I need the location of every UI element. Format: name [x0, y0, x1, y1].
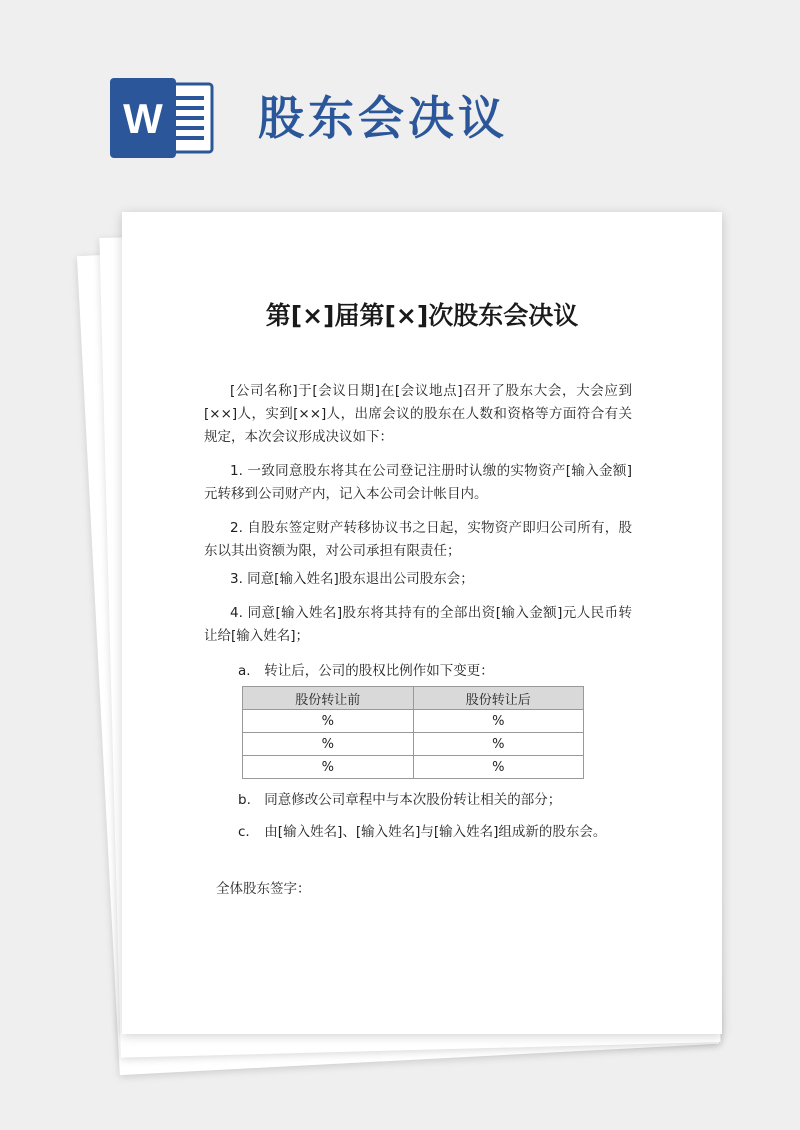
document-page: [122, 212, 722, 1034]
table-cell: %: [243, 733, 414, 756]
table-cell: %: [413, 733, 584, 756]
document-title: 第[×]届第[×]次股东会决议: [265, 301, 579, 330]
table-row: [243, 710, 584, 733]
resolution-item-1: 1. 一致同意股东将其在公司登记注册时认缴的实物资产[输入金额]元转移到公司财产内，记入本公司会计帐目内。: [204, 463, 632, 502]
sub-item-marker: b.: [238, 792, 251, 808]
table-cell: %: [243, 710, 414, 733]
word-icon: [110, 78, 214, 158]
table-row: [243, 756, 584, 779]
sub-item-a: [238, 659, 494, 679]
resolution-item-2: 2. 自股东签定财产转移协议书之日起，实物资产即归公司所有，股东以其出资额为限，对公司承担有限责任；: [204, 520, 632, 559]
word-logo-letter: W: [123, 95, 163, 142]
intro-paragraph: [公司名称]于[会议日期]在[会议地点]召开了股东大会，大会应到[××]人，实到[××]人，出席会议的股东在人数和资格等方面符合有关规定，本次会议形成决议如下：: [204, 383, 632, 445]
sub-item-text: 由[输入姓名]、[输入姓名]与[输入姓名]组成新的股东会。: [264, 824, 607, 840]
sub-item-text: 同意修改公司章程中与本次股份转让相关的部分；: [264, 792, 562, 808]
header-before-transfer: 股份转让前: [243, 687, 414, 710]
resolution-item-3: 3. 同意[输入姓名]股东退出公司股东会；: [230, 571, 474, 587]
signature-label: 全体股东签字：: [216, 881, 311, 897]
table-cell: %: [413, 756, 584, 779]
page-title: 股东会决议: [258, 91, 508, 145]
table-row: [243, 733, 584, 756]
sub-item-c: [238, 820, 606, 840]
table-header-row: [243, 687, 584, 710]
sub-item-marker: a.: [238, 663, 251, 679]
header-after-transfer: 股份转让后: [413, 687, 584, 710]
sub-item-text: 转让后，公司的股权比例作如下变更：: [264, 663, 494, 679]
sub-item-b: [238, 788, 561, 808]
resolution-item-4: 4. 同意[输入姓名]股东将其持有的全部出资[输入金额]元人民币转让给[输入姓名]；: [204, 605, 632, 644]
table-cell: %: [243, 756, 414, 779]
sub-item-marker: c.: [238, 824, 250, 840]
header: [0, 0, 800, 180]
share-ratio-table: [242, 686, 584, 779]
table-cell: %: [413, 710, 584, 733]
